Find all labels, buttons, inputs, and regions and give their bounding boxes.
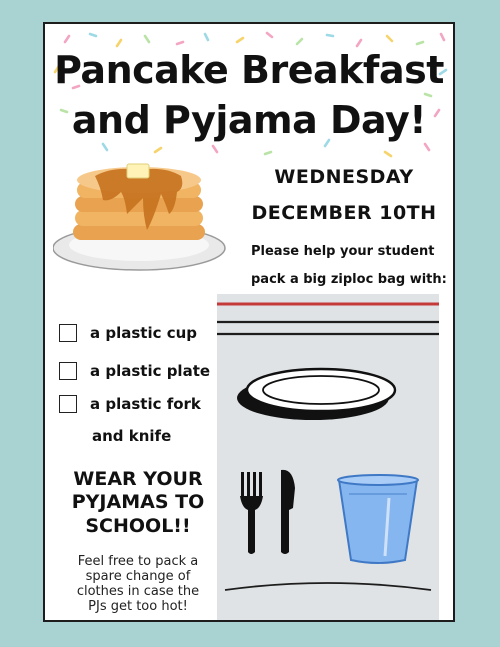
checkbox[interactable] <box>59 324 77 342</box>
flyer-title-line-1: Pancake Breakfast <box>54 48 444 92</box>
wear-notice-line-1: WEAR YOUR <box>73 468 203 490</box>
flyer-page <box>43 22 455 622</box>
checklist-item-plate[interactable] <box>59 359 210 383</box>
pancake-stack-illustration <box>53 158 233 282</box>
flyer-title-line-2: and Pyjama Day! <box>71 98 427 142</box>
instructions-line-1: Please help your student <box>251 244 435 259</box>
ziploc-bag-illustration <box>217 294 439 622</box>
event-weekday: WEDNESDAY <box>274 166 414 188</box>
note-line-3: clothes in case the <box>76 584 200 599</box>
note-line-1: Feel free to pack a <box>77 554 199 569</box>
cup-icon <box>338 475 418 563</box>
event-date: DECEMBER 10TH <box>251 202 437 224</box>
wear-notice-line-2: PYJAMAS TO <box>71 491 205 513</box>
checkbox[interactable] <box>59 395 77 413</box>
checkbox[interactable] <box>59 362 77 380</box>
checklist-label: a plastic fork <box>90 395 201 413</box>
checklist-item-cup[interactable] <box>59 321 197 345</box>
wear-notice-line-3: SCHOOL!! <box>85 515 191 537</box>
checklist-label: a plastic cup <box>90 324 198 342</box>
checklist-continuation: and knife <box>92 427 172 445</box>
checklist-label: a plastic plate <box>90 362 211 380</box>
instructions-line-2: pack a big ziploc bag with: <box>251 272 447 287</box>
note-line-2: spare change of <box>85 569 191 584</box>
note-line-4: PJs get too hot! <box>88 599 188 614</box>
checklist-item-fork[interactable] <box>59 392 201 416</box>
